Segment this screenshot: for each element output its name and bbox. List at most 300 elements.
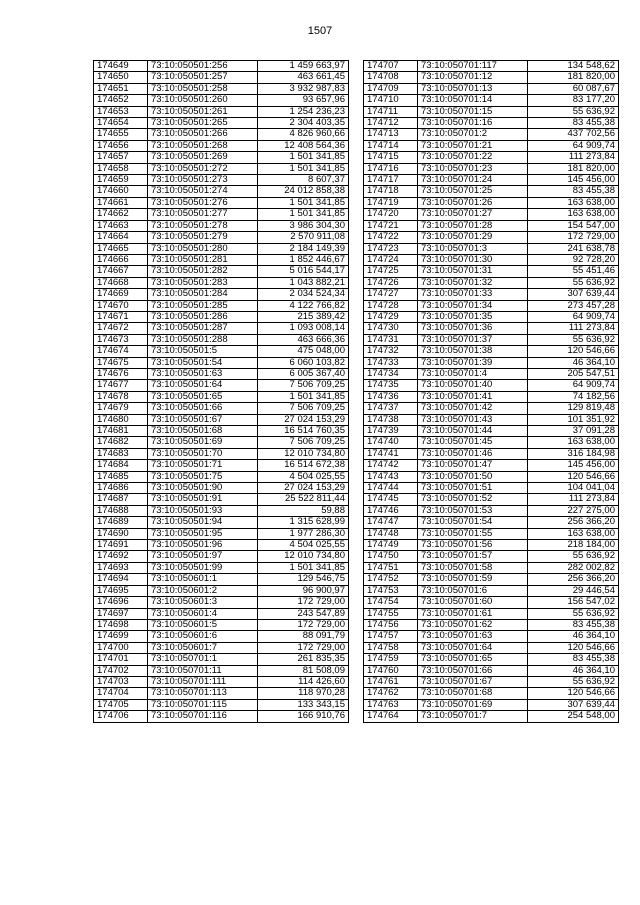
record-number-cell: 174728 — [364, 300, 418, 311]
table-row — [94, 448, 349, 459]
table-row — [364, 220, 619, 231]
cadastral-number-cell: 73:10:050501:66 — [148, 403, 258, 414]
record-number-cell: 174735 — [364, 380, 418, 391]
cadastral-number-cell: 73:10:050701:15 — [418, 106, 528, 117]
table-row — [364, 357, 619, 368]
table-row — [94, 334, 349, 345]
table-row — [94, 437, 349, 448]
cadastral-value-cell: 1 459 663,97 — [258, 61, 349, 72]
cadastral-number-cell: 73:10:050501:280 — [148, 243, 258, 254]
record-number-cell: 174701 — [94, 654, 148, 665]
record-number-cell: 174671 — [94, 311, 148, 322]
record-number-cell: 174695 — [94, 585, 148, 596]
record-number-cell: 174760 — [364, 665, 418, 676]
cadastral-value-cell: 133 343,15 — [258, 699, 349, 710]
cadastral-number-cell: 73:10:050501:272 — [148, 163, 258, 174]
cadastral-number-cell: 73:10:050701:117 — [418, 61, 528, 72]
cadastral-value-cell: 12 408 564,36 — [258, 140, 349, 151]
cadastral-value-cell: 1 501 341,85 — [258, 163, 349, 174]
record-number-cell: 174661 — [94, 197, 148, 208]
table-row — [364, 266, 619, 277]
record-number-cell: 174723 — [364, 243, 418, 254]
record-number-cell: 174713 — [364, 129, 418, 140]
record-number-cell: 174675 — [94, 357, 148, 368]
cadastral-number-cell: 73:10:050701:58 — [418, 562, 528, 573]
table-row — [364, 254, 619, 265]
record-number-cell: 174753 — [364, 585, 418, 596]
cadastral-number-cell: 73:10:050701:62 — [418, 619, 528, 630]
cadastral-value-cell: 120 546,66 — [528, 642, 619, 653]
record-number-cell: 174757 — [364, 631, 418, 642]
cadastral-number-cell: 73:10:050701:116 — [148, 711, 258, 722]
cadastral-value-cell: 1 501 341,85 — [258, 209, 349, 220]
cadastral-number-cell: 73:10:050501:279 — [148, 232, 258, 243]
cadastral-number-cell: 73:10:050701:39 — [418, 357, 528, 368]
cadastral-value-cell: 129 546,75 — [258, 574, 349, 585]
cadastral-number-cell: 73:10:050701:4 — [418, 368, 528, 379]
cadastral-number-cell: 73:10:050501:54 — [148, 357, 258, 368]
table-row — [364, 699, 619, 710]
cadastral-number-cell: 73:10:050501:94 — [148, 517, 258, 528]
cadastral-number-cell: 73:10:050701:25 — [418, 186, 528, 197]
table-row — [364, 334, 619, 345]
cadastral-number-cell: 73:10:050701:29 — [418, 232, 528, 243]
record-number-cell: 174751 — [364, 562, 418, 573]
cadastral-number-cell: 73:10:050501:99 — [148, 562, 258, 573]
cadastral-value-cell: 5 016 544,17 — [258, 266, 349, 277]
cadastral-number-cell: 73:10:050501:69 — [148, 437, 258, 448]
cadastral-number-cell: 73:10:050701:33 — [418, 289, 528, 300]
cadastral-number-cell: 73:10:050701:68 — [418, 688, 528, 699]
record-number-cell: 174652 — [94, 95, 148, 106]
record-number-cell: 174721 — [364, 220, 418, 231]
record-number-cell: 174689 — [94, 517, 148, 528]
cadastral-number-cell: 73:10:050501:68 — [148, 426, 258, 437]
cadastral-number-cell: 73:10:050701:36 — [418, 323, 528, 334]
table-row — [364, 608, 619, 619]
table-row — [364, 551, 619, 562]
record-number-cell: 174763 — [364, 699, 418, 710]
cadastral-value-cell: 1 852 446,67 — [258, 254, 349, 265]
table-row — [364, 186, 619, 197]
record-number-cell: 174742 — [364, 460, 418, 471]
table-row — [94, 323, 349, 334]
table-row — [364, 232, 619, 243]
cadastral-number-cell: 73:10:050701:59 — [418, 574, 528, 585]
record-number-cell: 174719 — [364, 197, 418, 208]
table-row — [364, 368, 619, 379]
table-row — [364, 483, 619, 494]
table-row — [94, 562, 349, 573]
table-row — [94, 266, 349, 277]
cadastral-number-cell: 73:10:050501:269 — [148, 152, 258, 163]
cadastral-number-cell: 73:10:050701:50 — [418, 471, 528, 482]
table-row — [364, 414, 619, 425]
cadastral-value-cell: 1 093 008,14 — [258, 323, 349, 334]
cadastral-number-cell: 73:10:050601:1 — [148, 574, 258, 585]
cadastral-value-cell: 475 048,00 — [258, 346, 349, 357]
table-row — [94, 232, 349, 243]
cadastral-number-cell: 73:10:050501:90 — [148, 483, 258, 494]
record-number-cell: 174703 — [94, 676, 148, 687]
table-row — [364, 585, 619, 596]
cadastral-number-cell: 73:10:050701:65 — [418, 654, 528, 665]
table-row — [94, 540, 349, 551]
cadastral-number-cell: 73:10:050701:113 — [148, 688, 258, 699]
table-row — [364, 597, 619, 608]
record-number-cell: 174748 — [364, 528, 418, 539]
cadastral-number-cell: 73:10:050501:95 — [148, 528, 258, 539]
cadastral-value-cell: 55 636,92 — [528, 334, 619, 345]
table-row — [364, 72, 619, 83]
cadastral-number-cell: 73:10:050501:287 — [148, 323, 258, 334]
record-number-cell: 174708 — [364, 72, 418, 83]
record-number-cell: 174731 — [364, 334, 418, 345]
cadastral-number-cell: 73:10:050701:23 — [418, 163, 528, 174]
table-row — [94, 654, 349, 665]
table-row — [364, 540, 619, 551]
cadastral-value-cell: 241 638,78 — [528, 243, 619, 254]
record-number-cell: 174715 — [364, 152, 418, 163]
cadastral-number-cell: 73:10:050701:30 — [418, 254, 528, 265]
cadastral-number-cell: 73:10:050701:22 — [418, 152, 528, 163]
record-number-cell: 174692 — [94, 551, 148, 562]
cadastral-number-cell: 73:10:050501:65 — [148, 391, 258, 402]
cadastral-value-cell: 4 826 960,66 — [258, 129, 349, 140]
cadastral-value-cell: 96 900,97 — [258, 585, 349, 596]
record-number-cell: 174729 — [364, 311, 418, 322]
record-number-cell: 174683 — [94, 448, 148, 459]
record-number-cell: 174761 — [364, 676, 418, 687]
cadastral-value-cell: 1 501 341,85 — [258, 562, 349, 573]
cadastral-value-cell: 256 366,20 — [528, 574, 619, 585]
cadastral-number-cell: 73:10:050501:258 — [148, 83, 258, 94]
cadastral-number-cell: 73:10:050701:63 — [418, 631, 528, 642]
record-number-cell: 174684 — [94, 460, 148, 471]
cadastral-value-cell: 64 909,74 — [528, 140, 619, 151]
table-row — [94, 220, 349, 231]
cadastral-number-cell: 73:10:050701:31 — [418, 266, 528, 277]
cadastral-value-cell: 111 273,84 — [528, 152, 619, 163]
table-row — [364, 277, 619, 288]
cadastral-value-cell: 172 729,00 — [528, 232, 619, 243]
record-number-cell: 174690 — [94, 528, 148, 539]
cadastral-value-cell: 111 273,84 — [528, 323, 619, 334]
cadastral-value-cell: 29 446,54 — [528, 585, 619, 596]
cadastral-number-cell: 73:10:050501:282 — [148, 266, 258, 277]
table-row — [364, 711, 619, 722]
cadastral-value-cell: 4 504 025,55 — [258, 540, 349, 551]
record-number-cell: 174680 — [94, 414, 148, 425]
table-row — [94, 608, 349, 619]
cadastral-number-cell: 73:10:050701:7 — [418, 711, 528, 722]
cadastral-number-cell: 73:10:050501:96 — [148, 540, 258, 551]
table-row — [364, 460, 619, 471]
cadastral-number-cell: 73:10:050501:93 — [148, 505, 258, 516]
record-number-cell: 174656 — [94, 140, 148, 151]
cadastral-number-cell: 73:10:050501:256 — [148, 61, 258, 72]
cadastral-number-cell: 73:10:050701:41 — [418, 391, 528, 402]
cadastral-number-cell: 73:10:050701:51 — [418, 483, 528, 494]
cadastral-value-cell: 37 091,28 — [528, 426, 619, 437]
table-row — [94, 517, 349, 528]
record-number-cell: 174707 — [364, 61, 418, 72]
table-row — [94, 197, 349, 208]
cadastral-number-cell: 73:10:050701:1 — [148, 654, 258, 665]
registry-table-right — [363, 60, 619, 723]
table-row — [94, 483, 349, 494]
table-row — [94, 585, 349, 596]
table-row — [364, 654, 619, 665]
cadastral-value-cell: 2 570 911,08 — [258, 232, 349, 243]
table-row — [94, 631, 349, 642]
cadastral-value-cell: 166 910,76 — [258, 711, 349, 722]
registry-table-left — [93, 60, 349, 723]
record-number-cell: 174722 — [364, 232, 418, 243]
cadastral-value-cell: 134 548,62 — [528, 61, 619, 72]
cadastral-value-cell: 1 501 341,85 — [258, 391, 349, 402]
cadastral-number-cell: 73:10:050501:67 — [148, 414, 258, 425]
cadastral-value-cell: 88 091,79 — [258, 631, 349, 642]
record-number-cell: 174705 — [94, 699, 148, 710]
cadastral-value-cell: 93 657,96 — [258, 95, 349, 106]
record-number-cell: 174698 — [94, 619, 148, 630]
cadastral-value-cell: 2 304 403,35 — [258, 118, 349, 129]
record-number-cell: 174750 — [364, 551, 418, 562]
record-number-cell: 174666 — [94, 254, 148, 265]
cadastral-value-cell: 261 835,35 — [258, 654, 349, 665]
cadastral-number-cell: 73:10:050501:75 — [148, 471, 258, 482]
cadastral-value-cell: 7 506 709,25 — [258, 437, 349, 448]
table-row — [364, 448, 619, 459]
record-number-cell: 174651 — [94, 83, 148, 94]
record-number-cell: 174744 — [364, 483, 418, 494]
cadastral-value-cell: 83 455,38 — [528, 118, 619, 129]
table-row — [94, 505, 349, 516]
cadastral-value-cell: 307 639,44 — [528, 289, 619, 300]
cadastral-number-cell: 73:10:050701:35 — [418, 311, 528, 322]
table-row — [94, 597, 349, 608]
cadastral-number-cell: 73:10:050501:273 — [148, 175, 258, 186]
record-number-cell: 174736 — [364, 391, 418, 402]
cadastral-number-cell: 73:10:050501:97 — [148, 551, 258, 562]
cadastral-number-cell: 73:10:050701:26 — [418, 197, 528, 208]
cadastral-value-cell: 55 451,46 — [528, 266, 619, 277]
table-row — [364, 300, 619, 311]
table-row — [94, 574, 349, 585]
cadastral-value-cell: 83 177,20 — [528, 95, 619, 106]
cadastral-value-cell: 463 661,45 — [258, 72, 349, 83]
record-number-cell: 174662 — [94, 209, 148, 220]
cadastral-number-cell: 73:10:050501:64 — [148, 380, 258, 391]
cadastral-value-cell: 6 005 367,40 — [258, 368, 349, 379]
record-number-cell: 174759 — [364, 654, 418, 665]
record-number-cell: 174669 — [94, 289, 148, 300]
cadastral-value-cell: 254 548,00 — [528, 711, 619, 722]
table-row — [94, 551, 349, 562]
record-number-cell: 174740 — [364, 437, 418, 448]
cadastral-value-cell: 92 728,20 — [528, 254, 619, 265]
record-number-cell: 174727 — [364, 289, 418, 300]
table-row — [94, 368, 349, 379]
cadastral-number-cell: 73:10:050701:13 — [418, 83, 528, 94]
cadastral-number-cell: 73:10:050701:37 — [418, 334, 528, 345]
record-number-cell: 174716 — [364, 163, 418, 174]
cadastral-value-cell: 60 087,67 — [528, 83, 619, 94]
record-number-cell: 174653 — [94, 106, 148, 117]
cadastral-number-cell: 73:10:050701:66 — [418, 665, 528, 676]
table-row — [364, 346, 619, 357]
record-number-cell: 174668 — [94, 277, 148, 288]
cadastral-number-cell: 73:10:050501:70 — [148, 448, 258, 459]
cadastral-value-cell: 118 970,28 — [258, 688, 349, 699]
record-number-cell: 174754 — [364, 597, 418, 608]
record-number-cell: 174667 — [94, 266, 148, 277]
cadastral-value-cell: 282 002,82 — [528, 562, 619, 573]
record-number-cell: 174717 — [364, 175, 418, 186]
table-row — [94, 619, 349, 630]
table-row — [364, 505, 619, 516]
record-number-cell: 174712 — [364, 118, 418, 129]
record-number-cell: 174676 — [94, 368, 148, 379]
cadastral-number-cell: 73:10:050501:285 — [148, 300, 258, 311]
cadastral-value-cell: 46 364,10 — [528, 631, 619, 642]
table-row — [364, 311, 619, 322]
table-row — [94, 676, 349, 687]
record-number-cell: 174764 — [364, 711, 418, 722]
cadastral-value-cell: 55 636,92 — [528, 277, 619, 288]
cadastral-value-cell: 64 909,74 — [528, 311, 619, 322]
cadastral-number-cell: 73:10:050501:288 — [148, 334, 258, 345]
cadastral-number-cell: 73:10:050701:64 — [418, 642, 528, 653]
table-row — [94, 175, 349, 186]
cadastral-number-cell: 73:10:050501:283 — [148, 277, 258, 288]
cadastral-number-cell: 73:10:050501:260 — [148, 95, 258, 106]
cadastral-number-cell: 73:10:050701:24 — [418, 175, 528, 186]
table-row — [94, 129, 349, 140]
cadastral-number-cell: 73:10:050701:43 — [418, 414, 528, 425]
table-row — [364, 380, 619, 391]
cadastral-value-cell: 181 820,00 — [528, 163, 619, 174]
cadastral-value-cell: 104 041,04 — [528, 483, 619, 494]
table-row — [94, 289, 349, 300]
cadastral-value-cell: 205 547,51 — [528, 368, 619, 379]
table-row — [94, 346, 349, 357]
cadastral-value-cell: 27 024 153,29 — [258, 414, 349, 425]
cadastral-value-cell: 172 729,00 — [258, 642, 349, 653]
cadastral-value-cell: 1 977 286,30 — [258, 528, 349, 539]
table-row — [94, 61, 349, 72]
table-row — [94, 711, 349, 722]
table-row — [94, 665, 349, 676]
record-number-cell: 174658 — [94, 163, 148, 174]
cadastral-number-cell: 73:10:050701:40 — [418, 380, 528, 391]
cadastral-value-cell: 145 456,00 — [528, 175, 619, 186]
table-row — [94, 209, 349, 220]
cadastral-number-cell: 73:10:050701:34 — [418, 300, 528, 311]
table-row — [94, 414, 349, 425]
table-row — [364, 83, 619, 94]
record-number-cell: 174655 — [94, 129, 148, 140]
record-number-cell: 174664 — [94, 232, 148, 243]
cadastral-number-cell: 73:10:050501:286 — [148, 311, 258, 322]
table-row — [364, 175, 619, 186]
cadastral-number-cell: 73:10:050701:32 — [418, 277, 528, 288]
cadastral-number-cell: 73:10:050701:115 — [148, 699, 258, 710]
cadastral-number-cell: 73:10:050701:69 — [418, 699, 528, 710]
record-number-cell: 174685 — [94, 471, 148, 482]
cadastral-value-cell: 8 607,37 — [258, 175, 349, 186]
cadastral-number-cell: 73:10:050501:63 — [148, 368, 258, 379]
table-row — [364, 118, 619, 129]
record-number-cell: 174700 — [94, 642, 148, 653]
cadastral-number-cell: 73:10:050701:6 — [418, 585, 528, 596]
cadastral-value-cell: 16 514 672,38 — [258, 460, 349, 471]
cadastral-number-cell: 73:10:050701:111 — [148, 676, 258, 687]
cadastral-number-cell: 73:10:050501:277 — [148, 209, 258, 220]
table-row — [94, 254, 349, 265]
cadastral-number-cell: 73:10:050701:56 — [418, 540, 528, 551]
cadastral-value-cell: 145 456,00 — [528, 460, 619, 471]
table-row — [94, 152, 349, 163]
record-number-cell: 174693 — [94, 562, 148, 573]
cadastral-value-cell: 3 932 987,83 — [258, 83, 349, 94]
table-row — [364, 403, 619, 414]
cadastral-value-cell: 1 501 341,85 — [258, 152, 349, 163]
record-number-cell: 174741 — [364, 448, 418, 459]
cadastral-value-cell: 2 184 149,39 — [258, 243, 349, 254]
table-row — [94, 699, 349, 710]
cadastral-value-cell: 2 034 524,34 — [258, 289, 349, 300]
record-number-cell: 174738 — [364, 414, 418, 425]
table-row — [94, 460, 349, 471]
record-number-cell: 174677 — [94, 380, 148, 391]
cadastral-number-cell: 73:10:050601:5 — [148, 619, 258, 630]
record-number-cell: 174755 — [364, 608, 418, 619]
record-number-cell: 174733 — [364, 357, 418, 368]
table-row — [94, 83, 349, 94]
cadastral-value-cell: 218 184,00 — [528, 540, 619, 551]
cadastral-value-cell: 114 426,60 — [258, 676, 349, 687]
cadastral-number-cell: 73:10:050701:28 — [418, 220, 528, 231]
cadastral-number-cell: 73:10:050601:7 — [148, 642, 258, 653]
cadastral-value-cell: 163 638,00 — [528, 209, 619, 220]
table-row — [364, 163, 619, 174]
table-row — [364, 619, 619, 630]
record-number-cell: 174725 — [364, 266, 418, 277]
cadastral-number-cell: 73:10:050701:53 — [418, 505, 528, 516]
cadastral-value-cell: 129 819,48 — [528, 403, 619, 414]
cadastral-value-cell: 307 639,44 — [528, 699, 619, 710]
record-number-cell: 174679 — [94, 403, 148, 414]
cadastral-value-cell: 46 364,10 — [528, 665, 619, 676]
record-number-cell: 174657 — [94, 152, 148, 163]
cadastral-number-cell: 73:10:050701:11 — [148, 665, 258, 676]
cadastral-number-cell: 73:10:050501:265 — [148, 118, 258, 129]
cadastral-number-cell: 73:10:050601:6 — [148, 631, 258, 642]
cadastral-value-cell: 59,88 — [258, 505, 349, 516]
cadastral-value-cell: 24 012 858,38 — [258, 186, 349, 197]
table-row — [94, 277, 349, 288]
cadastral-number-cell: 73:10:050501:284 — [148, 289, 258, 300]
table-row — [364, 95, 619, 106]
cadastral-value-cell: 273 457,28 — [528, 300, 619, 311]
cadastral-value-cell: 227 275,00 — [528, 505, 619, 516]
cadastral-number-cell: 73:10:050601:2 — [148, 585, 258, 596]
record-number-cell: 174663 — [94, 220, 148, 231]
record-number-cell: 174747 — [364, 517, 418, 528]
table-row — [94, 243, 349, 254]
